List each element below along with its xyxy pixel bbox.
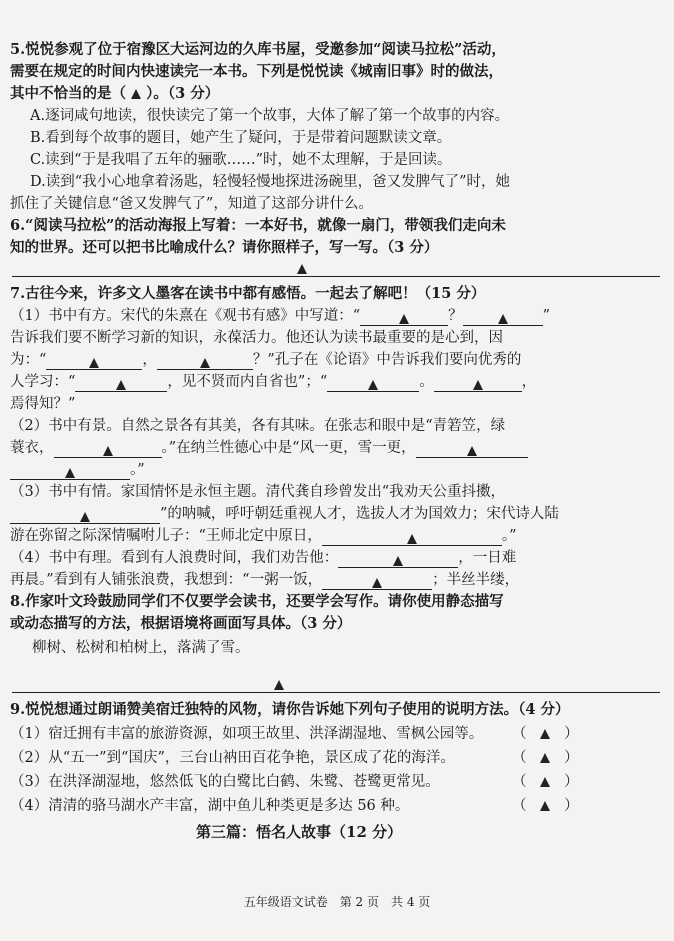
answer-triangle-icon bbox=[393, 556, 403, 566]
answer-triangle-icon bbox=[467, 446, 477, 456]
answer-triangle-icon bbox=[540, 753, 550, 763]
answer-blank bbox=[75, 375, 167, 392]
q7-part3-line2: ”的呐喊，呼吁朝廷重视人才，选拔人才为国效力；宋代诗人陆 bbox=[10, 504, 666, 524]
answer-triangle-icon bbox=[65, 468, 75, 478]
answer-blank bbox=[416, 441, 528, 458]
q7-part3-line3: 游在弥留之际深情嘱咐儿子：“王师北定中原日， 。” bbox=[10, 528, 517, 544]
q7-part1-line2: 告诉我们要不断学习新的知识，永葆活力。他还认为读书最重要的是心到，因 bbox=[10, 330, 503, 346]
q6-answer-line bbox=[12, 276, 660, 277]
q6-line1: 6.“阅读马拉松”的活动海报上写着：一本好书，就像一扇门，带领我们走向未 bbox=[10, 217, 506, 234]
q5-option-b: B.看到每个故事的题目，她产生了疑问，于是带着问题默读文章。 bbox=[30, 130, 452, 146]
answer-triangle-icon bbox=[407, 534, 417, 544]
answer-blank bbox=[157, 353, 253, 370]
answer-triangle-icon bbox=[372, 578, 382, 588]
answer-triangle-icon bbox=[89, 358, 99, 368]
answer-triangle-icon bbox=[540, 777, 550, 787]
answer-blank bbox=[434, 375, 522, 392]
q8-answer-line bbox=[12, 692, 660, 693]
answer-blank bbox=[10, 507, 160, 524]
answer-blank bbox=[54, 441, 162, 458]
answer-triangle-icon bbox=[473, 380, 483, 390]
answer-blank bbox=[338, 551, 458, 568]
q7-part3: （3）书中有情。家国情怀是永恒主题。清代龚自珍曾发出“我劝天公重抖擞， bbox=[10, 484, 506, 500]
q5-option-d-cont: 抓住了关键信息“爸又发脾气了”，知道了这部分讲什么。 bbox=[10, 196, 373, 212]
q9-answer-bracket: （ ） bbox=[512, 726, 579, 742]
answer-triangle-icon bbox=[131, 89, 141, 99]
q6-line2: 知的世界。还可以把书比喻成什么？请你照样子，写一写。（3 分） bbox=[10, 239, 439, 256]
q9-line1: 9.悦悦想通过朗诵赞美宿迁独特的风物，请你告诉她下列句子使用的说明方法。（4 分） bbox=[10, 701, 570, 718]
q9-item3: （3）在洪泽湖湿地，悠然低飞的白鹭比白鹤、朱鹭、苍鹭更常见。 bbox=[10, 774, 440, 790]
q5-line1: 5.悦悦参观了位于宿豫区大运河边的久库书屋，受邀参加“阅读马拉松”活动， bbox=[10, 41, 506, 58]
q7-part2: （2）书中有景。自然之景各有其美，各有其味。在张志和眼中是“青箬笠，绿 bbox=[10, 418, 506, 434]
q9-item1: （1）宿迁拥有丰富的旅游资源，如项王故里、洪泽湖湿地、雪枫公园等。 bbox=[10, 726, 484, 742]
answer-triangle-icon bbox=[399, 314, 409, 324]
q7-line1: 7.古往今来，许多文人墨客在读书中都有感悟。一起去了解吧！（15 分） bbox=[10, 285, 486, 302]
page-footer: 五年级语文试卷 第 2 页 共 4 页 bbox=[243, 895, 431, 909]
answer-blank bbox=[463, 309, 543, 326]
answer-blank bbox=[10, 463, 130, 480]
answer-triangle-icon bbox=[297, 264, 307, 274]
answer-blank bbox=[46, 353, 142, 370]
q7-part1-line4: 人学习：“ ，见不贤而内自省也”；“ 。 ， bbox=[10, 374, 537, 390]
answer-blank bbox=[327, 375, 419, 392]
q7-part1: （1）书中有方。宋代的朱熹在《观书有感》中写道：“ ？ ” bbox=[10, 308, 551, 324]
q5-option-a: A.逐词咸句地读，很快读完了第一个故事，大体了解了第一个故事的内容。 bbox=[30, 108, 510, 124]
q7-part2-line2: 蓑衣， 。”在纳兰性德心中是“风一更，雪一更， bbox=[10, 438, 666, 458]
answer-triangle-icon bbox=[103, 446, 113, 456]
q5-line3: 其中不恰当的是（ ）。（3 分） bbox=[10, 85, 220, 102]
answer-triangle-icon bbox=[80, 512, 90, 522]
q9-item4: （4）清清的骆马湖水产丰富，湖中鱼儿种类更是多达 56 种。 bbox=[10, 798, 410, 814]
q5-option-c: C.读到“于是我唱了五年的骊歌……”时，她不太理解，于是回读。 bbox=[30, 152, 452, 168]
q5-option-d: D.读到“我小心地拿着汤匙，轻慢轻慢地探进汤碗里，爸又发脾气了”时，她 bbox=[30, 174, 511, 190]
answer-triangle-icon bbox=[200, 358, 210, 368]
answer-triangle-icon bbox=[274, 680, 284, 690]
answer-triangle-icon bbox=[498, 314, 508, 324]
answer-blank bbox=[322, 573, 432, 590]
q8-line1: 8.作家叶文玲鼓励同学们不仅要学会读书，还要学会写作。请你使用静态描写 bbox=[10, 593, 504, 610]
q9-answer-bracket: （ ） bbox=[512, 750, 579, 766]
q7-part4: （4）书中有理。看到有人浪费时间，我们劝告他： ，一日难 bbox=[10, 550, 517, 566]
q5-line2: 需要在规定的时间内快速读完一本书。下列是悦悦读《城南旧事》时的做法， bbox=[10, 63, 503, 80]
section-3-heading: 第三篇：悟名人故事（12 分） bbox=[196, 823, 403, 841]
answer-triangle-icon bbox=[368, 380, 378, 390]
q7-part1-line5: 焉得知？” bbox=[10, 396, 76, 412]
answer-triangle-icon bbox=[540, 801, 550, 811]
q8-prompt: 柳树、松树和柏树上，落满了雪。 bbox=[32, 640, 250, 656]
q7-part4-line2: 再晨。”看到有人铺张浪费，我想到：“一粥一饭， ；半丝半缕， bbox=[10, 572, 520, 588]
answer-triangle-icon bbox=[116, 380, 126, 390]
q7-part2-line3: 。” bbox=[10, 460, 666, 480]
answer-blank bbox=[322, 529, 502, 546]
q7-part1-line3: 为：“ ， ？”孔子在《论语》中告诉我们要向优秀的 bbox=[10, 352, 522, 368]
answer-triangle-icon bbox=[540, 729, 550, 739]
q9-answer-bracket: （ ） bbox=[512, 798, 579, 814]
q8-line2: 或动态描写的方法，根据语境将画面写具体。（3 分） bbox=[10, 615, 352, 632]
answer-blank bbox=[360, 309, 448, 326]
q9-item2: （2）从“五一”到“国庆”，三台山衲田百花争艳，景区成了花的海洋。 bbox=[10, 750, 455, 766]
q9-answer-bracket: （ ） bbox=[512, 774, 579, 790]
